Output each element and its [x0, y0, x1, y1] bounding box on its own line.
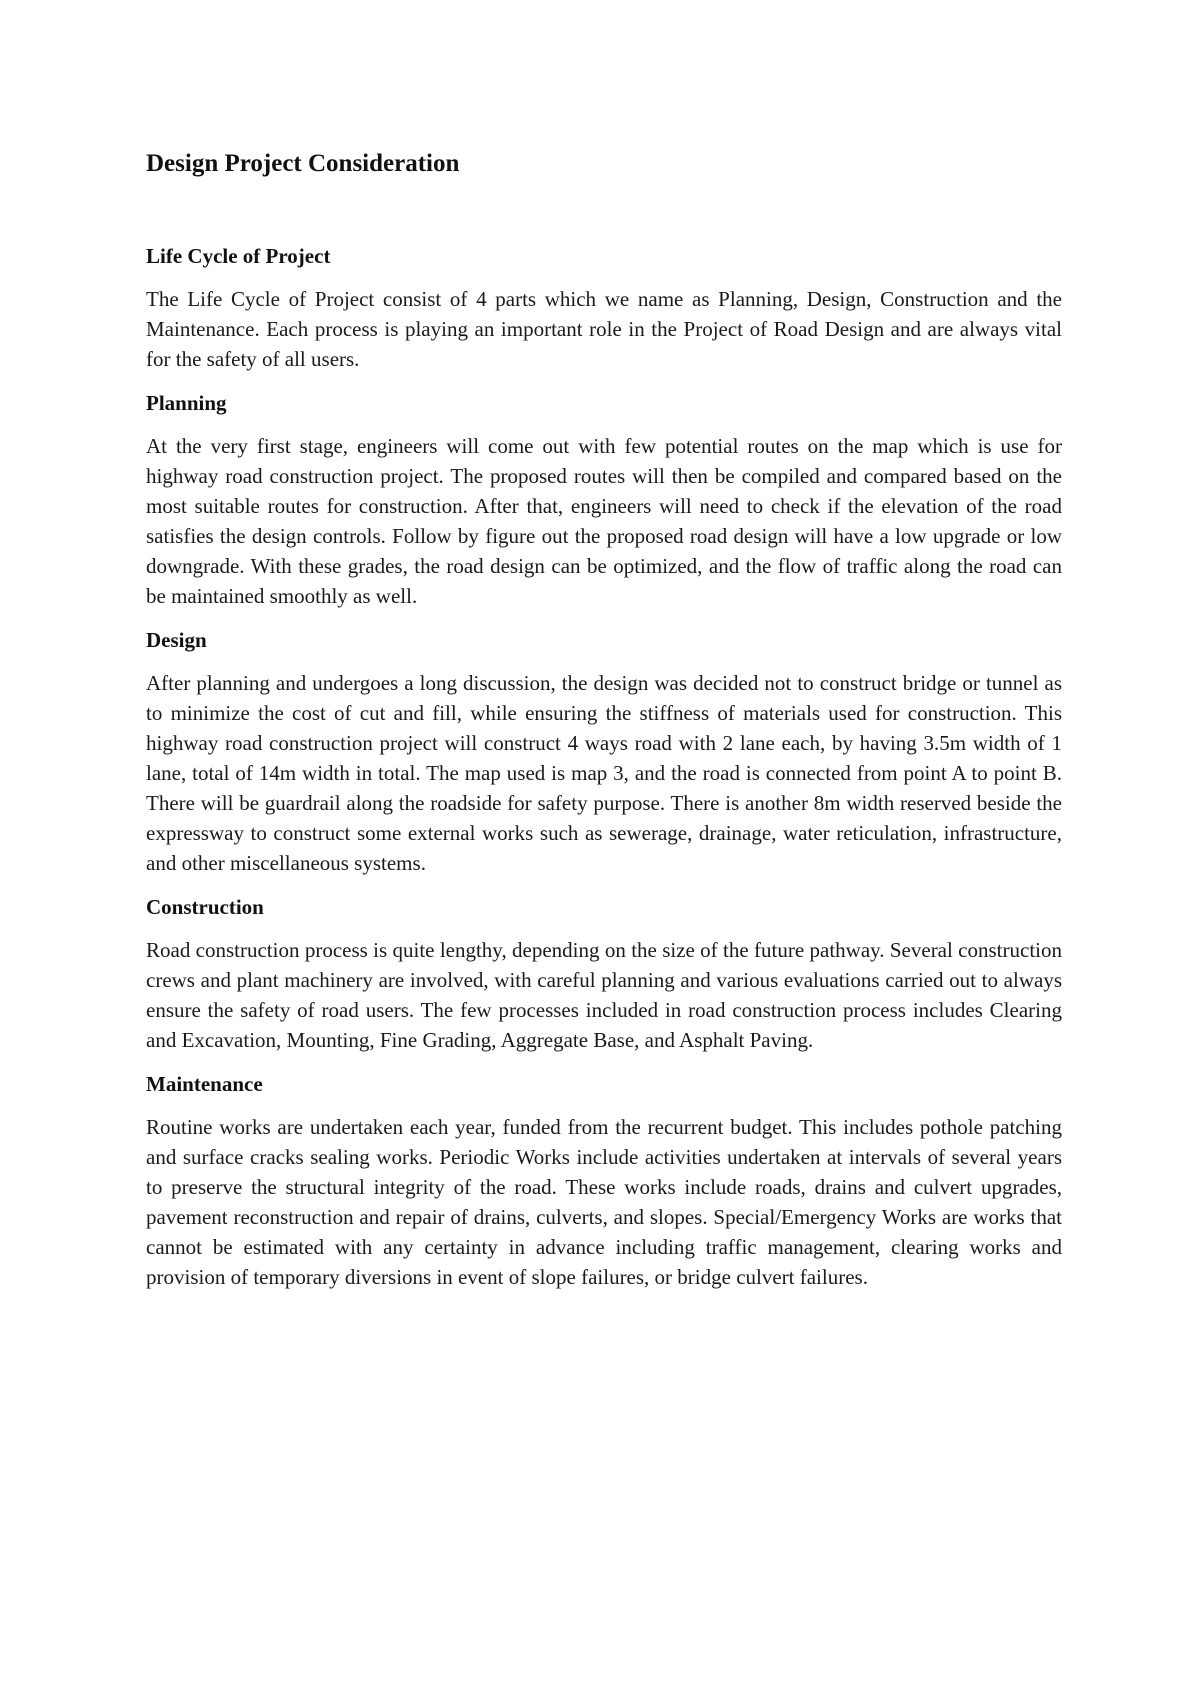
- section-heading-maintenance: Maintenance: [146, 1072, 263, 1096]
- section-body-planning: At the very first stage, engineers will come out with few potential routes on the map which is use for highway road construction project. The proposed routes will then be compiled and compared based on the most suitable routes for construction. After that, engineers will need to check if the elevation of the road satisfies the design controls. Follow by figure out the proposed road design will have a low upgrade or low downgrade. With these grades, the road design can be optimized, and the flow of traffic along the road can be maintained smoothly as well.: [146, 434, 1062, 608]
- section-heading-construction: Construction: [146, 895, 264, 919]
- section-body-maintenance: Routine works are undertaken each year, funded from the recurrent budget. This includes pothole patching and surface cracks sealing works. Periodic Works include activities undertaken at intervals of several years to preserve the structural integrity of the road. These works include roads, drains and culvert upgrades, pavement reconstruction and repair of drains, culverts, and slopes. Special/Emergency Works are works that cannot be estimated with any certainty in advance including traffic management, clearing works and provision of temporary diversions in event of slope failures, or bridge culvert failures.: [146, 1115, 1062, 1289]
- document-content: [146, 148, 1062, 1307]
- section-heading-planning: Planning: [146, 391, 227, 415]
- section-body-design: After planning and undergoes a long discussion, the design was decided not to construct bridge or tunnel as to minimize the cost of cut and fill, while ensuring the stiffness of materials used for construction. This highway road construction project will construct 4 ways road with 2 lane each, by having 3.5m width of 1 lane, total of 14m width in total. The map used is map 3, and the road is connected from point A to point B. There will be guardrail along the roadside for safety purpose. There is another 8m width reserved beside the expressway to construct some external works such as sewerage, drainage, water reticulation, infrastructure, and other miscellaneous systems.: [146, 671, 1062, 875]
- section-body-life-cycle: The Life Cycle of Project consist of 4 parts which we name as Planning, Design, Construction and the Maintenance. Each process is playing an important role in the Project of Road Design and are always vital for the safety of all users.: [146, 287, 1062, 371]
- section-body-construction: Road construction process is quite lengthy, depending on the size of the future pathway. Several construction crews and plant machinery are involved, with careful planning and various evaluations carried out to always ensure the safety of road users. The few processes included in road construction process includes Clearing and Excavation, Mounting, Fine Grading, Aggregate Base, and Asphalt Paving.: [146, 938, 1062, 1052]
- section-heading-life-cycle: Life Cycle of Project: [146, 244, 331, 268]
- section-heading-design: Design: [146, 628, 207, 652]
- document-title: Design Project Consideration: [146, 150, 460, 177]
